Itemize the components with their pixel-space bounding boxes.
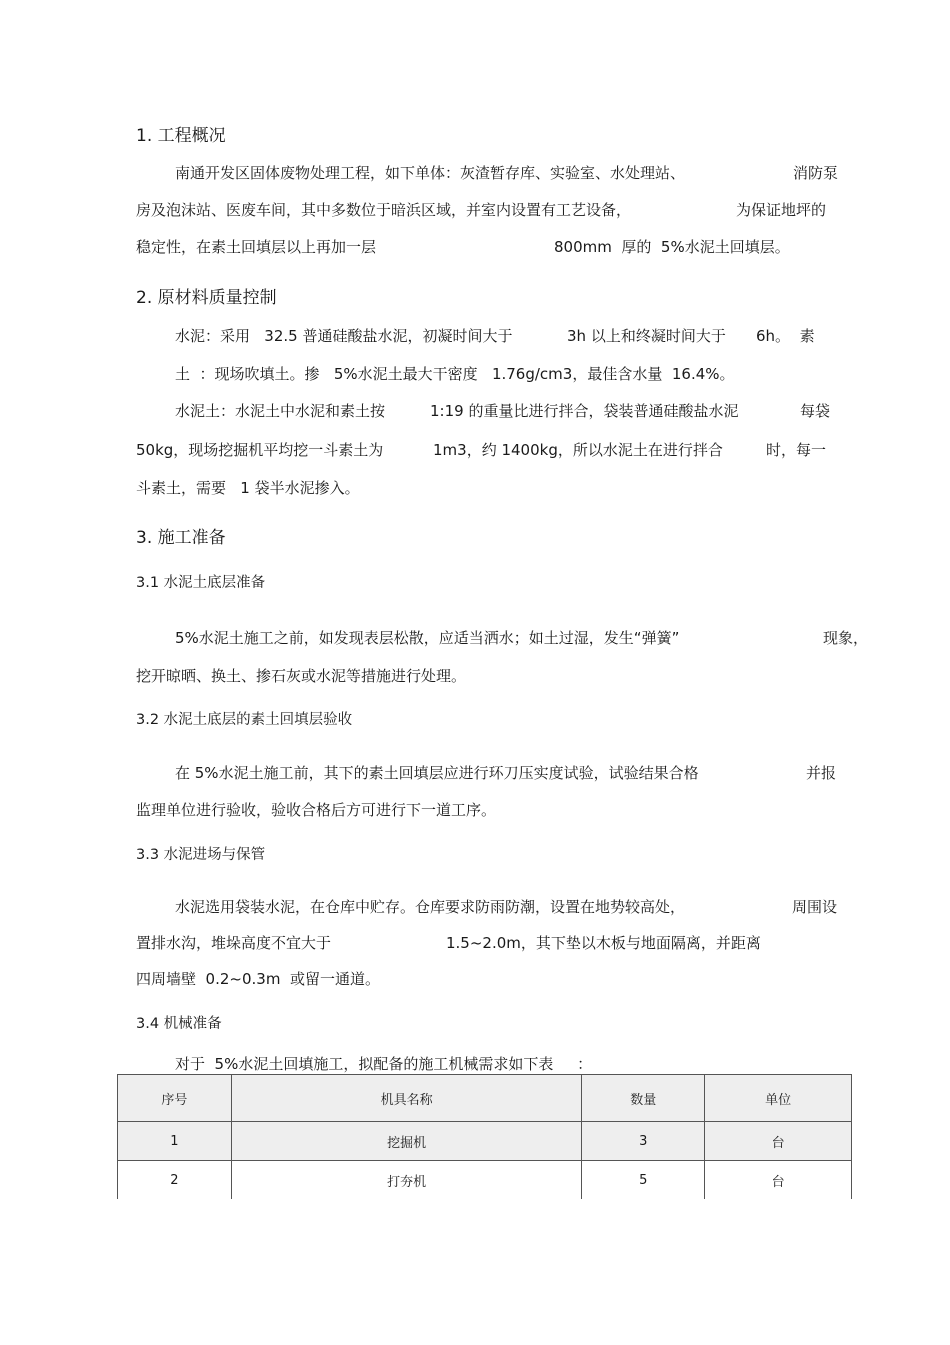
cell-name: 打夯机 <box>231 1161 582 1200</box>
section-2-title: 2. 原材料质量控制 <box>136 288 277 308</box>
section-1-title: 1. 工程概况 <box>136 126 226 146</box>
paragraph-line: 水泥选用袋装水泥，在仓库中贮存。仓库要求防雨防潮，设置在地势较高处， <box>175 898 686 916</box>
paragraph-line: 周围设 <box>792 898 838 916</box>
paragraph-line: 800mm 厚的 5%水泥土回填层。 <box>554 238 790 256</box>
machinery-table <box>117 1074 852 1199</box>
table-row <box>118 1122 852 1161</box>
paragraph-line: 50kg，现场挖掘机平均挖一斗素土为 <box>136 441 384 459</box>
paragraph-line: 斗素土，需要 1 袋半水泥掺入。 <box>136 479 360 497</box>
subsection-3-4-title: 3.4 机械准备 <box>136 1016 222 1032</box>
paragraph-line: 在 5%水泥土施工前，其下的素土回填层应进行环刀压实度试验，试验结果合格 <box>175 764 699 782</box>
cell-index: 2 <box>118 1161 232 1200</box>
paragraph-line: 四周墙壁 0.2~0.3m 或留一通道。 <box>136 970 380 988</box>
header-index: 序号 <box>118 1075 232 1122</box>
paragraph-line: 现象， <box>823 629 869 647</box>
paragraph-line: 6h。 素 <box>756 327 815 345</box>
subsection-3-3-title: 3.3 水泥进场与保管 <box>136 847 266 863</box>
cell-unit: 台 <box>705 1161 852 1200</box>
table-row <box>118 1161 852 1200</box>
paragraph-line: 时，每一 <box>766 441 827 459</box>
paragraph-line: 3h 以上和终凝时间大于 <box>567 327 726 345</box>
paragraph-line: 1:19 的重量比进行拌合，袋装普通硅酸盐水泥 <box>430 402 739 420</box>
cell-quantity: 5 <box>582 1161 705 1200</box>
paragraph-line: 置排水沟，堆垛高度不宜大于 <box>136 934 332 952</box>
paragraph-line: 消防泵 <box>793 164 839 182</box>
paragraph-line: 并报 <box>806 764 837 782</box>
header-unit: 单位 <box>705 1075 852 1122</box>
paragraph-line: 水泥土：水泥土中水泥和素土按 <box>175 402 386 420</box>
cell-unit: 台 <box>705 1122 852 1161</box>
subsection-3-1-title: 3.1 水泥土底层准备 <box>136 575 266 591</box>
paragraph-line: 1.5~2.0m，其下垫以木板与地面隔离，并距离 <box>446 934 761 952</box>
paragraph-line: 1m3，约 1400kg，所以水泥土在进行拌合 <box>433 441 723 459</box>
paragraph-line: 土 ：现场吹填土。掺 5%水泥土最大干密度 1.76g/cm3，最佳含水量 16.4%。 <box>175 365 735 383</box>
section-3-title: 3. 施工准备 <box>136 528 226 548</box>
paragraph-line: 房及泡沫站、医废车间，其中多数位于暗浜区域，并室内设置有工艺设备， <box>136 201 632 219</box>
cell-name: 挖掘机 <box>231 1122 582 1161</box>
cell-quantity: 3 <box>582 1122 705 1161</box>
paragraph-line: 5%水泥土施工之前，如发现表层松散，应适当洒水；如土过湿，发生“弹簧” <box>175 629 680 647</box>
paragraph-line: 为保证地坪的 <box>736 201 827 219</box>
paragraph-line: 水泥：采用 32.5 普通硅酸盐水泥，初凝时间大于 <box>175 327 513 345</box>
paragraph-line: 监理单位进行验收，验收合格后方可进行下一道工序。 <box>136 801 497 819</box>
cell-index: 1 <box>118 1122 232 1161</box>
table-header-row <box>118 1075 852 1122</box>
paragraph-line: 南通开发区固体废物处理工程，如下单体：灰渣暂存库、实验室、水处理站、 <box>175 164 686 182</box>
header-name: 机具名称 <box>231 1075 582 1122</box>
paragraph-line: 挖开晾晒、换土、掺石灰或水泥等措施进行处理。 <box>136 667 467 685</box>
header-quantity: 数量 <box>582 1075 705 1122</box>
table-intro: 对于 5%水泥土回填施工，拟配备的施工机械需求如下表 ： <box>175 1055 593 1073</box>
subsection-3-2-title: 3.2 水泥土底层的素土回填层验收 <box>136 712 353 728</box>
paragraph-line: 稳定性，在素土回填层以上再加一层 <box>136 238 377 256</box>
paragraph-line: 每袋 <box>800 402 831 420</box>
